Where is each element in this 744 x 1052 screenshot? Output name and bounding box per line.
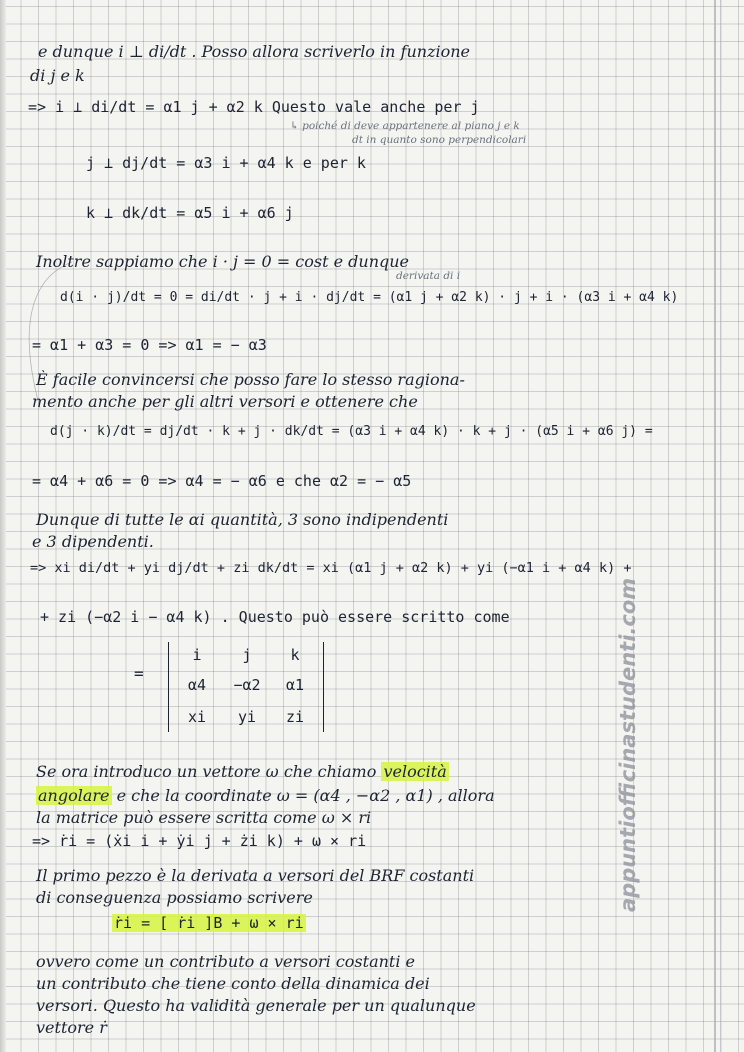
equation-line: k ⊥ dk/dt = α5 i + α6 j [86,204,294,222]
matrix-equals-sign: = [134,664,144,683]
text-line: versori. Questo ha validità generale per un qualunque [36,996,476,1015]
equation-line: = α1 + α3 = 0 => α1 = − α3 [32,336,267,354]
matrix-cell: α4 [187,676,207,694]
equation-line: => ṙi = (ẋi i + ẏi j + żi k) + ω × ri [32,832,367,850]
watermark: appuntiofficinastudenti.com [616,577,640,912]
text-line: Dunque di tutte le αi quantità, 3 sono indipendenti [36,510,449,529]
text-segment: e che la coordinate ω = (α4 , −α2 , α1) , allora [111,786,495,805]
text-line [36,786,495,805]
highlighted-term: angolare [38,786,110,805]
matrix-cell: k [290,646,300,664]
margin-note: dt in quanto sono perpendicolari [352,134,527,146]
text-line: È facile convincersi che posso fare lo stesso ragiona- [36,370,465,389]
text-line: Il primo pezzo è la derivata a versori del BRF costanti [36,866,475,885]
matrix-cell: xi [187,708,207,726]
margin-note: ↳ poiché di deve appartenere al piano j e k [290,120,520,132]
highlighted-term: velocità [383,762,447,781]
equation-line: => i ⊥ di/dt = α1 j + α2 k Questo vale anche per j [28,98,480,116]
equation-line: + zi (−α2 i − α4 k) . Questo può essere scritto come [40,608,510,626]
determinant-matrix [168,642,324,732]
text-line: un contributo che tiene conto della dinamica dei [36,974,430,993]
margin-line [714,0,716,1052]
text-line: mento anche per gli altri versori e ottenere che [32,392,418,411]
margin-line-secondary [720,0,721,1052]
text-line: Inoltre sappiamo che i · j = 0 = cost e dunque [36,252,410,271]
page-edge [0,0,6,1052]
equation-line: => xi di/dt + yi dj/dt + zi dk/dt = xi (α1 j + α2 k) + yi (−α1 i + α4 k) + [30,560,632,576]
text-line: vettore ṙ [36,1018,107,1037]
text-line [36,762,449,781]
matrix-cell: j [242,646,252,664]
matrix-cell: zi [285,708,305,726]
highlighted-equation [112,914,306,932]
boxed-result: ṙi = [ ṙi ]B + ω × ri [114,914,304,932]
equation-line: j ⊥ dj/dt = α3 i + α4 k e per k [86,154,366,172]
margin-note: derivata di i [396,270,461,282]
equation-line: d(i · j)/dt = 0 = di/dt · j + i · dj/dt = (α1 j + α2 k) · j + i · (α3 i + α4 k) [60,290,679,305]
matrix-cell: α1 [285,676,305,694]
equation-line: = α4 + α6 = 0 => α4 = − α6 e che α2 = − α5 [32,472,412,490]
text-segment: Se ora introduco un vettore ω che chiamo [36,762,377,781]
text-line: la matrice può essere scritta come ω × ri [36,808,372,827]
text-line: ovvero come un contributo a versori costanti e [36,952,416,971]
matrix-cell: −α2 [233,676,261,694]
text-line: di conseguenza possiamo scrivere [36,888,313,907]
text-line: di j e k [30,66,85,85]
equation-line: d(j · k)/dt = dj/dt · k + j · dk/dt = (α3 i + α4 k) · k + j · (α5 i + α6 j) = [50,424,653,439]
text-line: e 3 dipendenti. [32,532,154,551]
matrix-cell: i [192,646,202,664]
text-line: e dunque i ⊥ di/dt . Posso allora scriverlo in funzione [38,42,471,61]
matrix-cell: yi [237,708,257,726]
